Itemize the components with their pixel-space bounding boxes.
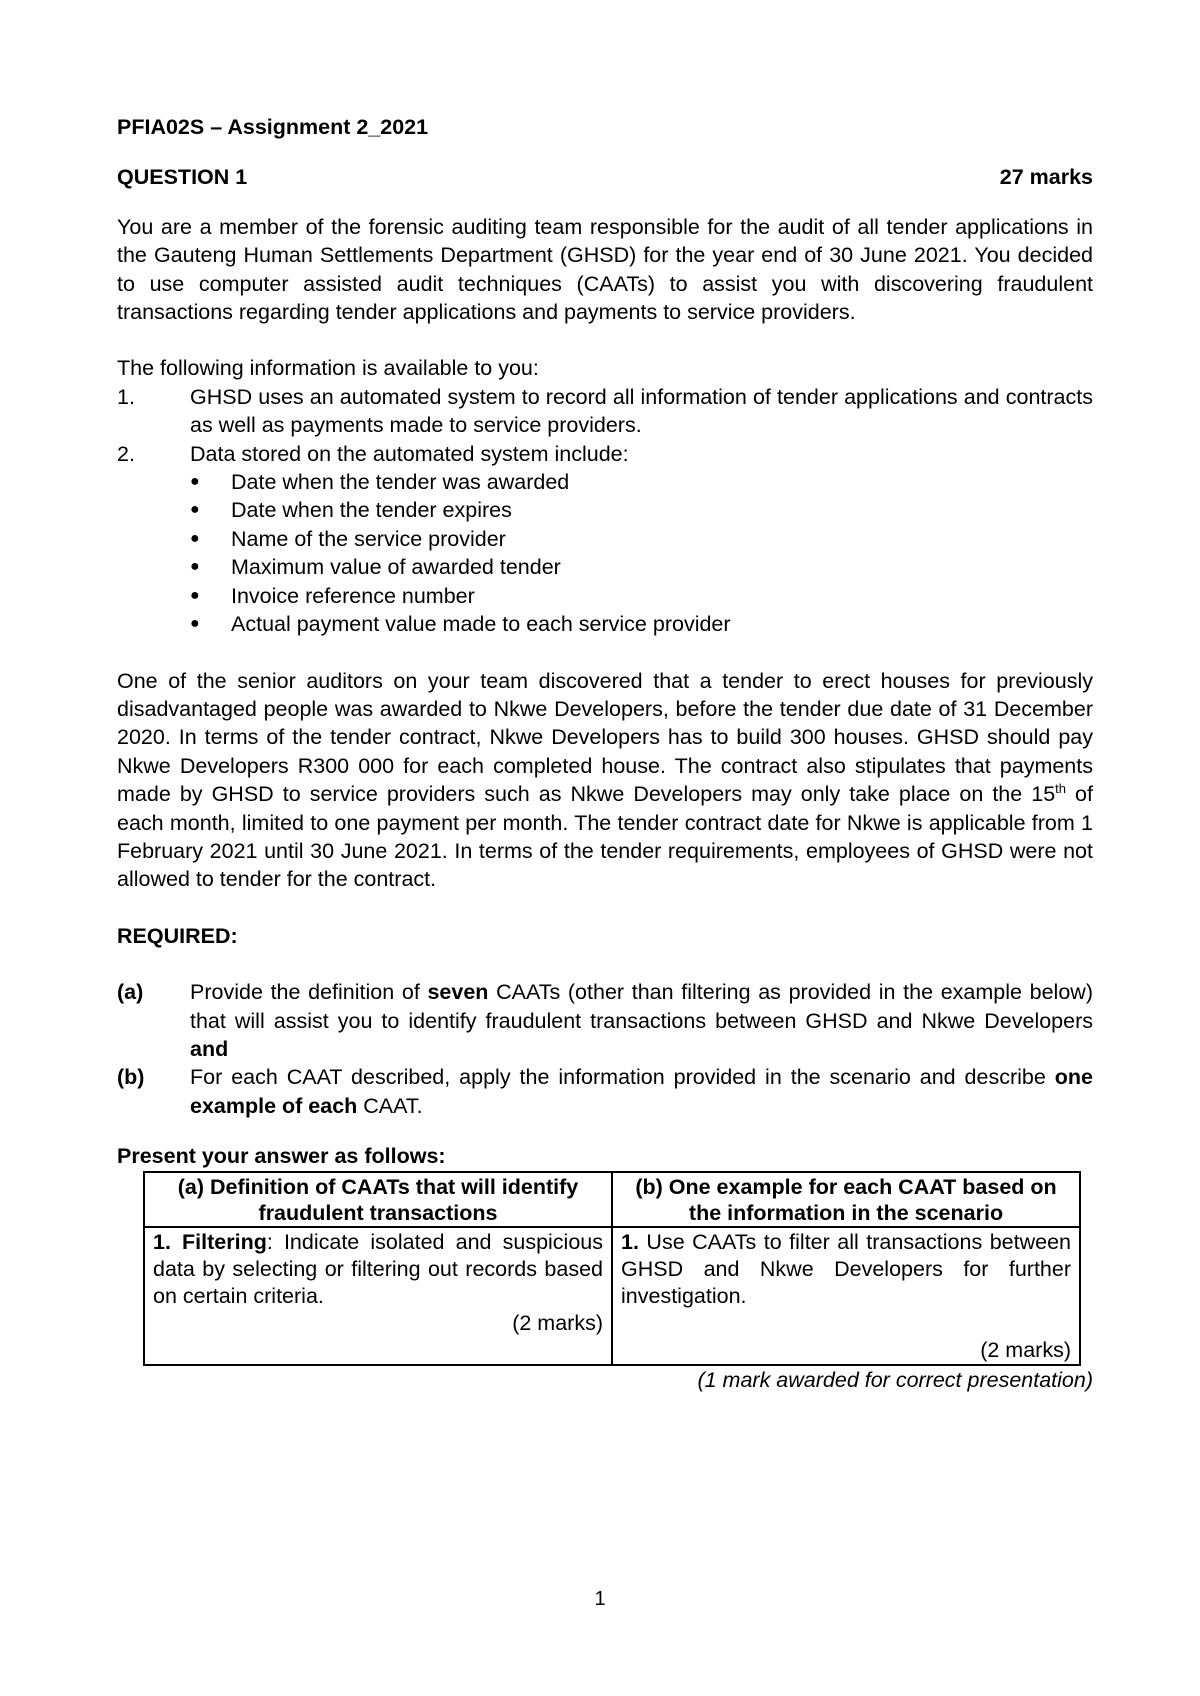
- page-number: 1: [594, 1588, 606, 1610]
- required-b-label: (b): [117, 1065, 145, 1090]
- info-item-1-text: GHSD uses an automated system to record all information of tender applications and contracts as well as payments made to service providers.: [190, 384, 1093, 438]
- document-content: [117, 113, 1093, 1394]
- presentation-note: (1 mark awarded for correct presentation): [697, 1367, 1093, 1392]
- table-header-row: [144, 1172, 1080, 1227]
- answer-format-table: [143, 1171, 1081, 1366]
- scenario-paragraph: One of the senior auditors on your team discovered that a tender to erect houses for previously disadvantaged people was awarded to Nkwe Developers, before the tender due date of 31 December 2020. In terms of the tender contract, Nkwe Developers has to build 300 houses. GHSD should pay Nkwe Developers R300 000 for each completed house. The contract also stipulates that payments made by GHSD to service providers such as Nkwe Developers may only take place on the 15th of each month, limited to one payment per month. The tender contract date for Nkwe is applicable from 1 February 2021 until 30 June 2021. In terms of the tender requirements, employees of GHSD were not allowed to tender for the contract.: [117, 668, 1093, 892]
- required-a: [117, 978, 1093, 1063]
- bullet-icon: ●: [190, 501, 200, 519]
- data-fields-list: [117, 468, 1093, 638]
- required-a-text: Provide the definition of seven CAATs (other than filtering as provided in the example below) that will assist you to identify fraudulent transactions between GHSD and Nkwe Developers and: [190, 980, 1093, 1061]
- column-header-a: (a) Definition of CAATs that will identify fraudulent transactions: [144, 1172, 612, 1227]
- info-item-2-num: 2.: [117, 441, 135, 466]
- bullet-icon: ●: [190, 586, 200, 604]
- info-item-2-text: Data stored on the automated system include:: [190, 441, 629, 466]
- present-heading: Present your answer as follows:: [117, 1144, 446, 1169]
- list-item: ● Actual payment value made to each service provider: [190, 610, 1093, 638]
- table-row: [144, 1227, 1080, 1365]
- question-label: QUESTION 1: [117, 165, 248, 190]
- required-b: [117, 1063, 1093, 1120]
- list-item: ● Maximum value of awarded tender: [190, 553, 1093, 581]
- info-lead: The following information is available to you:: [117, 356, 539, 381]
- info-item-1-num: 1.: [117, 384, 135, 409]
- required-a-label: (a): [117, 980, 144, 1005]
- bullet-icon: ●: [190, 529, 200, 547]
- list-item: ● Date when the tender was awarded: [190, 468, 1093, 496]
- question-header: [117, 163, 1093, 191]
- example-marks: (2 marks): [980, 1337, 1071, 1362]
- example-cell: 1. Use CAATs to filter all transactions between GHSD and Nkwe Developers for further investigation. (2 marks): [612, 1227, 1080, 1365]
- list-item: ● Date when the tender expires: [190, 496, 1093, 524]
- bullet-icon: ●: [190, 558, 200, 576]
- list-item: ● Name of the service provider: [190, 525, 1093, 553]
- definition-cell: 1. Filtering: Indicate isolated and suspicious data by selecting or filtering out records based on certain criteria. (2 marks): [144, 1227, 612, 1365]
- bullet-icon: ●: [190, 615, 200, 633]
- document-title: PFIA02S – Assignment 2_2021: [117, 115, 429, 139]
- definition-marks: (2 marks): [512, 1310, 603, 1335]
- column-header-b: (b) One example for each CAAT based on the information in the scenario: [612, 1172, 1080, 1227]
- info-item-2: [117, 440, 1093, 468]
- question-marks: 27 marks: [999, 165, 1093, 190]
- list-item: ● Invoice reference number: [190, 582, 1093, 610]
- required-b-text: For each CAAT described, apply the information provided in the scenario and describe one example of each CAAT.: [190, 1065, 1093, 1118]
- bullet-icon: ●: [190, 473, 200, 491]
- required-heading: REQUIRED:: [117, 923, 238, 948]
- intro-paragraph: You are a member of the forensic auditing team responsible for the audit of all tender applications in the Gauteng Human Settlements Department (GHSD) for the year end of 30 June 2021. You decided to use computer assisted audit techniques (CAATs) to assist you with discovering fraudulent transactions regarding tender applications and payments to service providers.: [117, 214, 1093, 325]
- info-item-1: [117, 383, 1093, 440]
